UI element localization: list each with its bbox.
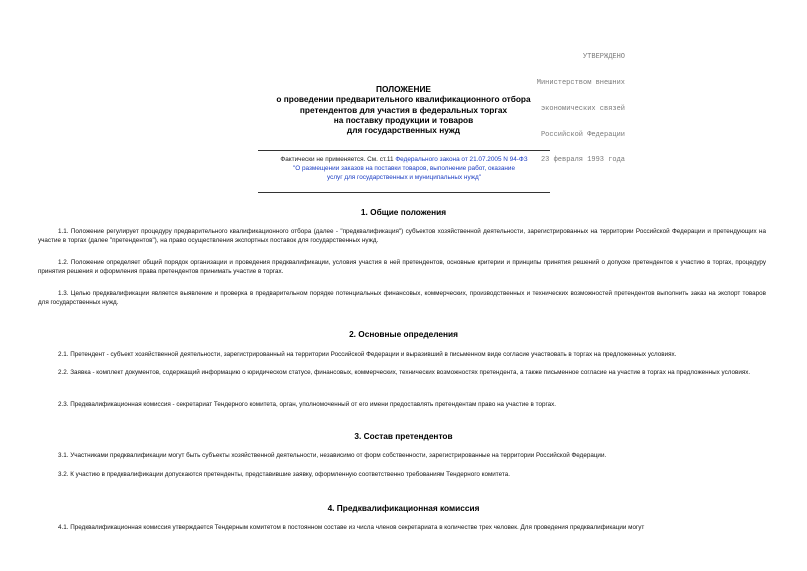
- paragraph: 2.3. Предквалификационная комиссия - секретариат Тендерного комитета, орган, уполномоченный от его имени предоставлять претендентам право на участие в торгах.: [58, 401, 557, 408]
- law-link-title-2[interactable]: услуг для государственных и муниципальных нужд": [327, 174, 481, 182]
- paragraph: 1.2. Положение определяет общий порядок организации и проведения предквалификации, условия участия в ней претендентов, основные критерии и принципы принятия решений о допуске претендентов к участию в торгах, процедуру принятия решения и оформления права претендентов принимать участие в торгах.: [38, 259, 766, 276]
- section-title: 2. Основные определения: [349, 329, 458, 339]
- paragraph: 1.1. Положение регулирует процедуру предварительного квалификационного отбора (далее - "предквалификация") субъектов хозяйственной деятельности, зарегистрированных на территории Российской Федерации и претендующих на участие в торгах (далее "претендентов"), на право осуществления экспортных поставок для государственных нужд.: [38, 228, 766, 245]
- section-title: 3. Состав претендентов: [354, 431, 453, 441]
- approval-line: экономических связей: [540, 104, 625, 113]
- approval-line: Российской Федерации: [540, 130, 625, 139]
- paragraph: 2.1. Претендент - субъект хозяйственной деятельности, зарегистрированный на территории Российской Федерации и выразивший в письменном виде согласие участвовать в торгах на предложенных условиях.: [58, 351, 677, 358]
- title-heading: ПОЛОЖЕНИЕ: [376, 84, 431, 94]
- approval-line: УТВЕРЖДЕНО: [582, 53, 625, 62]
- title-line: претендентов для участия в федеральных торгах: [299, 104, 508, 115]
- law-link-title-1[interactable]: "О размещении заказов на поставки товаров, выполнение работ, оказание: [292, 165, 516, 173]
- paragraph: 2.2. Заявка - комплект документов, содержащий информацию о юридическом статусе, финансовых, коммерческих, технических возможностях претендента, а также письменное согласие на участие в торгах на предложенных условиях.: [58, 369, 751, 376]
- title-line: для государственных нужд: [346, 125, 461, 136]
- paragraph: 1.3. Целью предквалификации является выявление и проверка в предварительном порядке потенциальных финансовых, коммерческих, производственных и технических возможностей претендентов выполнить заказ на экспорт товаров для государственных нужд.: [38, 290, 766, 307]
- paragraph: 3.2. К участию в предквалификации допускаются претенденты, представившие заявку, оформленную соответственно требованиям Тендерного комитета.: [58, 471, 510, 478]
- section-title: 4. Предквалификационная комиссия: [327, 503, 480, 513]
- approval-line: 23 февраля 1993 года: [540, 156, 625, 165]
- law-link[interactable]: Федерального закона от 21.07.2005 N 94-ФЗ: [395, 156, 528, 163]
- paragraph: 4.1. Предквалификационная комиссия утверждается Тендерным комитетом в постоянном составе из числа членов секретариата в количестве трех человек. Для проведения предквалификации могут: [58, 524, 645, 531]
- note-bottom-divider: [258, 192, 550, 193]
- document-title: [0, 84, 807, 135]
- paragraph: 3.1. Участниками предквалификации могут быть субъекты хозяйственной деятельности, независимо от форм собственности, зарегистрированные на территории Российской Федерации.: [58, 452, 607, 459]
- note-top-divider: [258, 150, 550, 151]
- note-prefix: Фактически не применяется. См. ст.11: [280, 156, 396, 163]
- applicability-note: [240, 155, 568, 183]
- approval-line: Министерством внешних: [536, 78, 625, 87]
- title-line: на поставку продукции и товаров: [333, 114, 474, 125]
- title-line: о проведении предварительного квалификационного отбора: [276, 94, 531, 105]
- section-title: 1. Общие положения: [360, 207, 447, 217]
